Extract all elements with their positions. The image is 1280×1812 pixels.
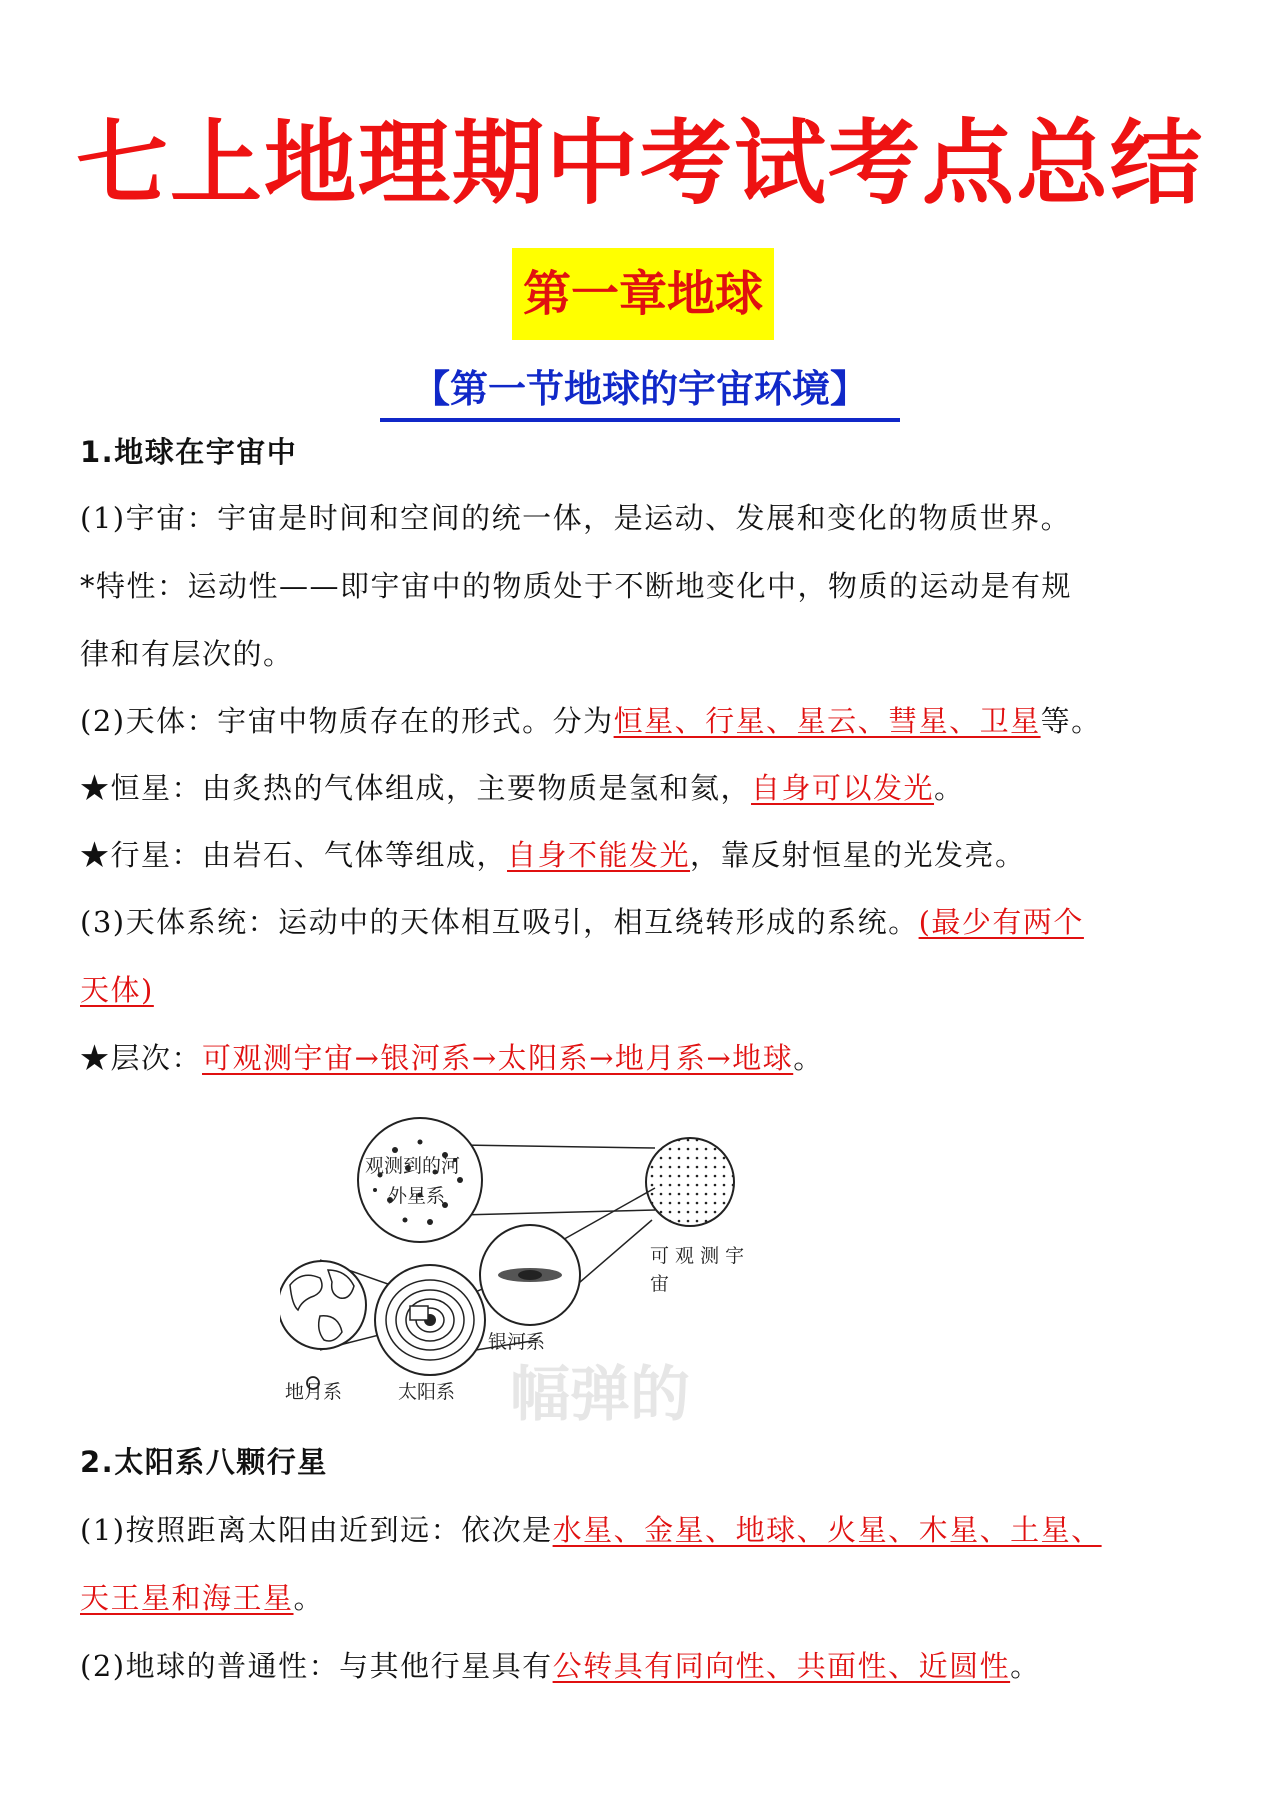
label-galaxies-line2: 外星系 — [388, 1185, 446, 1207]
planet-line — [80, 835, 1220, 875]
earth-globe — [280, 1261, 366, 1349]
universe-definition: (1)宇宙：宇宙是时间和空间的统一体，是运动、发展和变化的物质世界。 — [80, 501, 1072, 535]
earth-commonality-text: (2)地球的普通性：与其他行星具有 — [80, 1649, 553, 1683]
galaxies-circle — [358, 1118, 482, 1242]
celestial-body-suffix: 等。 — [1040, 704, 1102, 738]
label-universe-line1: 可 观 测 宇 — [650, 1245, 745, 1267]
celestial-system-diagram — [280, 1110, 800, 1430]
hierarchy-line — [80, 1038, 1220, 1078]
earth-commonality-line — [80, 1646, 1220, 1686]
section-heading: 【第一节地球的宇宙环境】 — [380, 364, 900, 422]
system-highlight-1: (最少有两个 — [918, 905, 1084, 939]
chapter-heading: 第一章地球 — [512, 248, 774, 340]
star-highlight: 自身可以发光 — [751, 771, 935, 805]
planet-order-text: (1)按照距离太阳由近到远：依次是 — [80, 1513, 553, 1547]
label-earth-moon: 地月系 — [285, 1381, 343, 1403]
star-text: ★恒星：由炙热的气体组成，主要物质是氢和氦， — [80, 771, 752, 805]
earth-commonality-highlight: 公转具有同向性、共面性、近圆性 — [552, 1649, 1011, 1683]
system-text: (3)天体系统：运动中的天体相互吸引，相互绕转形成的系统。 — [80, 905, 919, 939]
hierarchy-chain: 可观测宇宙→银河系→太阳系→地月系→地球 — [202, 1041, 794, 1075]
planet-order-line — [80, 1510, 1220, 1550]
topic1-heading: 1.地球在宇宙中 — [80, 435, 298, 469]
label-milky-way: 银河系 — [488, 1331, 546, 1353]
page-title: 七上地理期中考试考点总结 — [75, 110, 1204, 217]
star-line — [80, 768, 1220, 808]
system-highlight-2: 天体) — [80, 973, 154, 1007]
system-line-2 — [80, 970, 1220, 1010]
solar-system-circle — [375, 1265, 485, 1375]
universe-trait-line1: *特性：运动性——即宇宙中的物质处于不断地变化中，物质的运动是有规 — [80, 569, 1073, 603]
system-line — [80, 902, 1220, 942]
celestial-body-line — [80, 701, 1220, 741]
planet-order-highlight-1: 水星、金星、地球、火星、木星、土星、 — [552, 1513, 1102, 1547]
planet-text: ★行星：由岩石、气体等组成， — [80, 838, 508, 872]
hierarchy-suffix: 。 — [793, 1041, 824, 1075]
label-galaxies-line1: 观测到的河 — [365, 1155, 461, 1177]
label-universe-line2: 宙 — [650, 1273, 670, 1295]
hierarchy-label: ★层次： — [80, 1041, 203, 1075]
label-solar-system: 太阳系 — [398, 1381, 456, 1403]
watermark: 幅弹的 — [510, 1360, 690, 1430]
planet-suffix: ，靠反射恒星的光发亮。 — [690, 838, 1026, 872]
celestial-body-types: 恒星、行星、星云、彗星、卫星 — [613, 704, 1041, 738]
earth-commonality-suffix: 。 — [1010, 1649, 1041, 1683]
star-suffix: 。 — [934, 771, 965, 805]
planet-order-highlight-2: 天王星和海王星 — [80, 1581, 294, 1615]
universe-trait-line2: 律和有层次的。 — [80, 637, 294, 671]
planet-highlight: 自身不能发光 — [507, 838, 691, 872]
milky-way-circle — [480, 1225, 580, 1325]
observable-universe-circle — [646, 1138, 734, 1226]
celestial-body-text: (2)天体：宇宙中物质存在的形式。分为 — [80, 704, 614, 738]
planet-order-suffix: 。 — [293, 1581, 325, 1615]
topic2-heading: 2.太阳系八颗行星 — [80, 1445, 328, 1479]
planet-order-line-2 — [80, 1578, 1220, 1618]
